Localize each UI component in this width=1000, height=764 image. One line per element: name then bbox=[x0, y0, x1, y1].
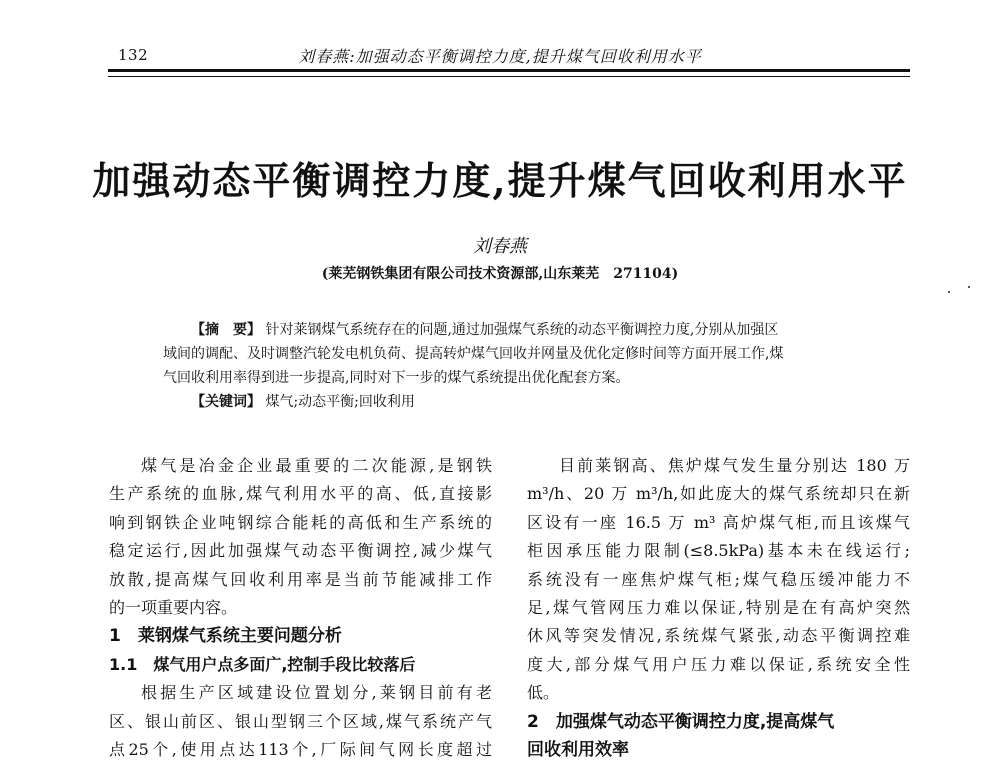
subsection-heading-1-1: 1.1 煤气用户点多面广,控制手段比较落后 bbox=[109, 654, 416, 674]
body-line: 根据生产区域建设位置划分,莱钢目前有老 bbox=[141, 683, 492, 703]
body-line: 低。 bbox=[527, 683, 560, 703]
body-line: 系统没有一座焦炉煤气柜;煤气稳压缓冲能力不 bbox=[527, 569, 910, 589]
abstract-line: 气回收利用率得到进一步提高,同时对下一步的煤气系统提出优化配套方案。 bbox=[163, 370, 630, 386]
body-line: 响到钢铁企业吨钢综合能耗的高低和生产系统的 bbox=[109, 512, 492, 532]
keywords-text: 煤气;动态平衡;回收利用 bbox=[265, 394, 415, 410]
author-name: 刘春燕 bbox=[473, 236, 527, 257]
keywords-line bbox=[163, 390, 853, 414]
abstract-line: 域间的调配、及时调整汽轮发电机负荷、提高转炉煤气回收并网量及优化定修时间等方面开展工作,煤 bbox=[163, 346, 784, 362]
running-header: 刘春燕:加强动态平衡调控力度,提升煤气回收利用水平 bbox=[298, 47, 702, 66]
body-line: 生产系统的血脉,煤气利用水平的高、低,直接影 bbox=[109, 484, 492, 504]
header-rule-thick bbox=[108, 69, 910, 72]
scan-speck bbox=[968, 286, 970, 288]
body-line: 休风等突发情况,系统煤气紧张,动态平衡调控难 bbox=[527, 626, 910, 646]
body-line: 区设有一座 16.5 万 m³ 高炉煤气柜,而且该煤气 bbox=[527, 512, 910, 532]
body-line: 点25个,使用点达113个,厂际间气网长度超过 bbox=[109, 740, 492, 760]
abstract-block bbox=[163, 318, 853, 414]
body-line: 稳定运行,因此加强煤气动态平衡调控,减少煤气 bbox=[109, 541, 492, 561]
scan-speck bbox=[948, 291, 950, 293]
section-heading-2: 2 加强煤气动态平衡调控力度,提高煤气 bbox=[527, 711, 835, 732]
body-line: 煤气是冶金企业最重要的二次能源,是钢铁 bbox=[141, 456, 492, 475]
body-line: m³/h、20 万 m³/h,如此庞大的煤气系统却只在新 bbox=[527, 484, 910, 504]
abstract-text: 针对莱钢煤气系统存在的问题,通过加强煤气系统的动态平衡调控力度,分别从加强区 bbox=[265, 322, 779, 338]
body-line: 区、银山前区、银山型钢三个区域,煤气系统产气 bbox=[109, 711, 492, 731]
abstract-line bbox=[163, 318, 853, 342]
keywords-label: 【关键词】 bbox=[191, 394, 261, 410]
section-heading-2-cont: 回收利用效率 bbox=[527, 740, 629, 761]
paper-title: 加强动态平衡调控力度,提升煤气回收利用水平 bbox=[92, 158, 908, 203]
abstract-label: 【摘 要】 bbox=[191, 322, 261, 338]
body-line: 放散,提高煤气回收利用率是当前节能减排工作 bbox=[109, 569, 492, 589]
body-line: 目前莱钢高、焦炉煤气发生量分别达 180 万 bbox=[559, 456, 910, 475]
section-heading-1: 1 莱钢煤气系统主要问题分析 bbox=[109, 626, 342, 647]
right-column bbox=[527, 452, 910, 764]
body-line: 柜因承压能力限制(≤8.5kPa)基本未在线运行; bbox=[527, 541, 910, 561]
header-rule-thin bbox=[108, 76, 910, 77]
page-number: 132 bbox=[118, 46, 149, 64]
body-line: 度大,部分煤气用户压力难以保证,系统安全性 bbox=[527, 654, 910, 674]
body-line: 足,煤气管网压力难以保证,特别是在有高炉突然 bbox=[527, 598, 910, 618]
left-column bbox=[109, 452, 492, 764]
author-affiliation: (莱芜钢铁集团有限公司技术资源部,山东莱芜 271104) bbox=[321, 266, 679, 282]
body-line: 的一项重要内容。 bbox=[109, 598, 238, 618]
